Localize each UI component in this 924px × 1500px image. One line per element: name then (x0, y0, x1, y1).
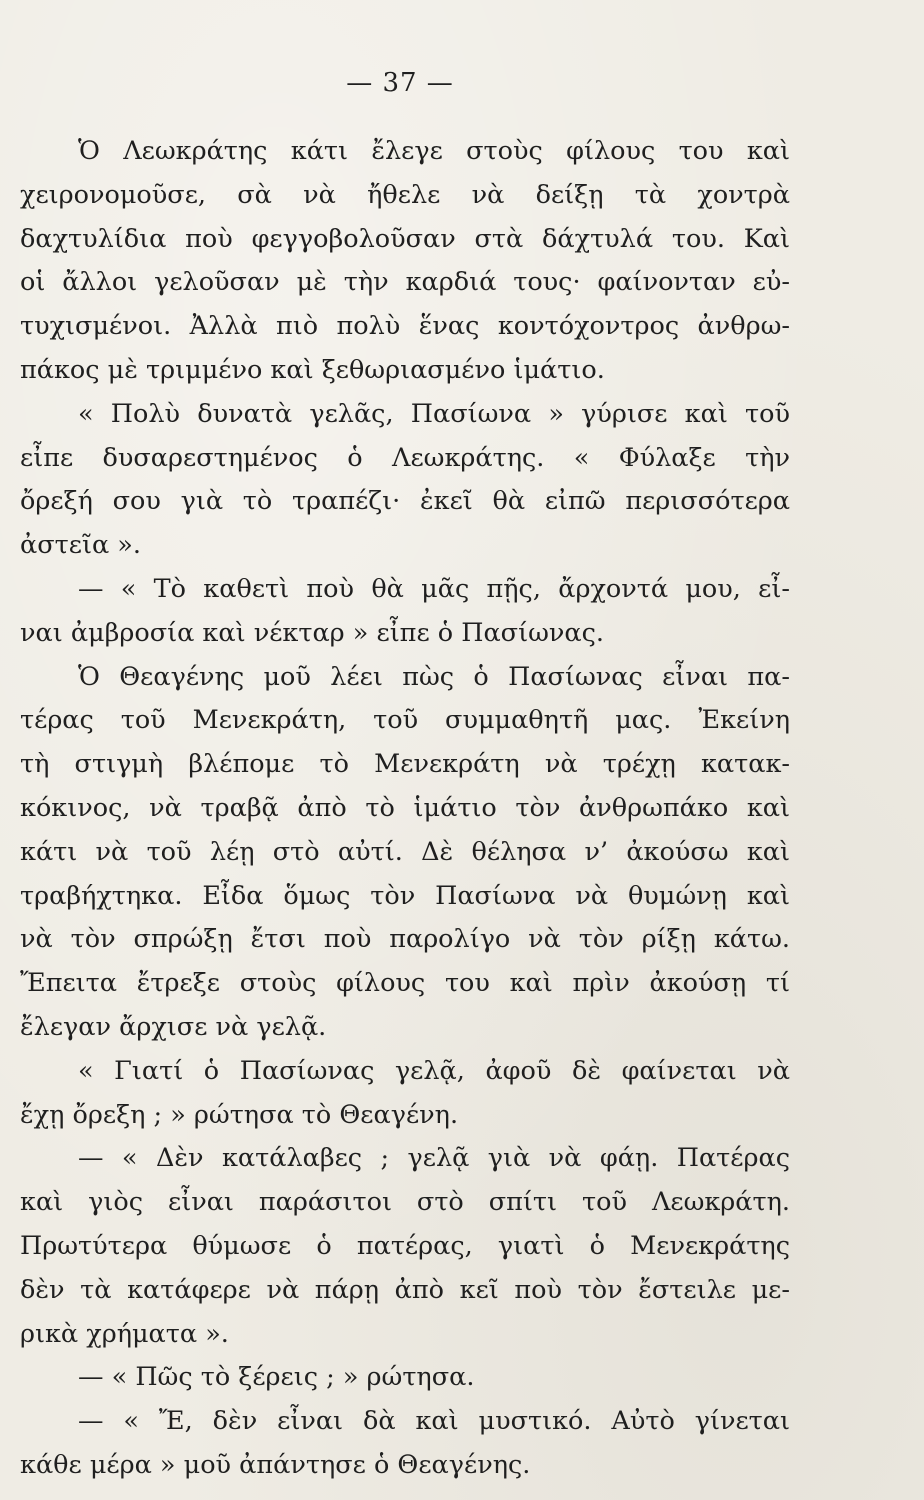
text-line (20, 437, 790, 481)
text-line-content: οἱ ἄλλοι γελοῦσαν μὲ τὴν καρδιά τους· φαίνονταν εὐ- (20, 267, 790, 298)
text-line-content: δαχτυλίδια ποὺ φεγγοβολοῦσαν στὰ δάχτυλά του. Καὶ (20, 223, 790, 254)
text-line-content: κάθε μέρα » μοῦ ἀπάντησε ὁ Θεαγένης. (20, 1449, 531, 1480)
text-line (20, 612, 790, 656)
text-line-content: τὴ στιγμὴ βλέπομε τὸ Μενεκράτη νὰ τρέχῃ κατακ- (20, 749, 790, 780)
text-line (20, 787, 790, 831)
text-line (20, 656, 790, 700)
text-line-content: καὶ γιὸς εἶναι παράσιτοι στὸ σπίτι τοῦ Λεωκράτη. (20, 1187, 790, 1218)
body-text (20, 130, 790, 1488)
text-line-content: ἔλεγαν ἄρχισε νὰ γελᾷ. (20, 1011, 327, 1042)
text-line (20, 1356, 790, 1400)
text-line (20, 1006, 790, 1050)
text-line-content: τραβήχτηκα. Εἶδα ὅμως τὸν Πασίωνα νὰ θυμώνῃ καὶ (20, 880, 790, 911)
text-line (20, 305, 790, 349)
text-line-content: νὰ τὸν σπρώξῃ ἔτσι ποὺ παρολίγο νὰ τὸν ρίξῃ κάτω. (20, 924, 790, 955)
text-line (20, 1181, 790, 1225)
text-line-content: ναι ἀμβροσία καὶ νέκταρ » εἶπε ὁ Πασίωνας. (20, 617, 604, 648)
text-line (20, 1225, 790, 1269)
text-line-content: εἶπε δυσαρεστημένος ὁ Λεωκράτης. « Φύλαξε τὴν (20, 442, 790, 473)
text-line-content: τυχισμένοι. Ἀλλὰ πιὸ πολὺ ἕνας κοντόχοντρος ἀνθρω- (20, 311, 790, 342)
text-line (20, 699, 790, 743)
text-line-content: — « Δὲν κατάλαβες ; γελᾷ γιὰ νὰ φάῃ. Πατέρας (78, 1143, 790, 1174)
text-line-content: δὲν τὰ κατάφερε νὰ πάρῃ ἀπὸ κεῖ ποὺ τὸν ἔστειλε με- (20, 1274, 790, 1305)
text-line-content: τέρας τοῦ Μενεκράτη, τοῦ συμμαθητῆ μας. Ἐκείνη (20, 705, 790, 736)
text-line-content: χειρονομοῦσε, σὰ νὰ ἤθελε νὰ δείξῃ τὰ χοντρὰ (20, 179, 790, 210)
text-line (20, 349, 790, 393)
text-line (20, 1444, 790, 1488)
text-line-content: « Γιατί ὁ Πασίωνας γελᾷ, ἀφοῦ δὲ φαίνεται νὰ (78, 1055, 790, 1086)
text-line-content: « Πολὺ δυνατὰ γελᾶς, Πασίωνα » γύρισε καὶ τοῦ (78, 398, 790, 429)
text-line (20, 1269, 790, 1313)
text-line (20, 1400, 790, 1444)
text-line-content: — « Τὸ καθετὶ ποὺ θὰ μᾶς πῇς, ἄρχοντά μου, εἶ- (78, 573, 790, 604)
text-line (20, 480, 790, 524)
text-line-content: ἀστεῖα ». (20, 530, 141, 561)
text-line-content: — « Πῶς τὸ ξέρεις ; » ρώτησα. (78, 1362, 475, 1393)
text-line (20, 174, 790, 218)
text-line (20, 1094, 790, 1138)
text-line-content: — « Ἔ, δὲν εἶναι δὰ καὶ μυστικό. Αὐτὸ γίνεται (78, 1406, 790, 1437)
text-line (20, 1313, 790, 1357)
text-line (20, 1050, 790, 1094)
text-line (20, 962, 790, 1006)
text-line-content: Ὁ Θεαγένης μοῦ λέει πὼς ὁ Πασίωνας εἶναι πα- (78, 661, 790, 692)
text-line (20, 831, 790, 875)
text-line-content: ὄρεξή σου γιὰ τὸ τραπέζι· ἐκεῖ θὰ εἰπῶ περισσότερα (20, 486, 790, 517)
text-line-content: Ἔπειτα ἔτρεξε στοὺς φίλους του καὶ πρὶν ἀκούσῃ τί (20, 968, 790, 999)
text-line (20, 568, 790, 612)
text-line-content: πάκος μὲ τριμμένο καὶ ξεθωριασμένο ἱμάτιο. (20, 354, 605, 385)
text-line-content: κάτι νὰ τοῦ λέῃ στὸ αὐτί. Δὲ θέλησα ν’ ἀκούσω καὶ (20, 836, 790, 867)
text-line (20, 130, 790, 174)
text-line (20, 261, 790, 305)
text-line (20, 1137, 790, 1181)
text-line (20, 524, 790, 568)
page-number: — 37 — (346, 68, 454, 98)
text-line-content: Πρωτύτερα θύμωσε ὁ πατέρας, γιατὶ ὁ Μενεκράτης (20, 1230, 790, 1261)
text-line (20, 875, 790, 919)
text-line (20, 918, 790, 962)
text-line (20, 393, 790, 437)
text-line-content: ρικὰ χρήματα ». (20, 1318, 229, 1349)
text-line-content: ἔχῃ ὄρεξη ; » ρώτησα τὸ Θεαγένη. (20, 1099, 459, 1130)
text-line (20, 743, 790, 787)
text-line-content: Ὁ Λεωκράτης κάτι ἔλεγε στοὺς φίλους του καὶ (78, 136, 790, 166)
text-line-content: κόκινος, νὰ τραβᾷ ἀπὸ τὸ ἱμάτιο τὸν ἀνθρωπάκο καὶ (20, 792, 790, 823)
text-line (20, 218, 790, 262)
